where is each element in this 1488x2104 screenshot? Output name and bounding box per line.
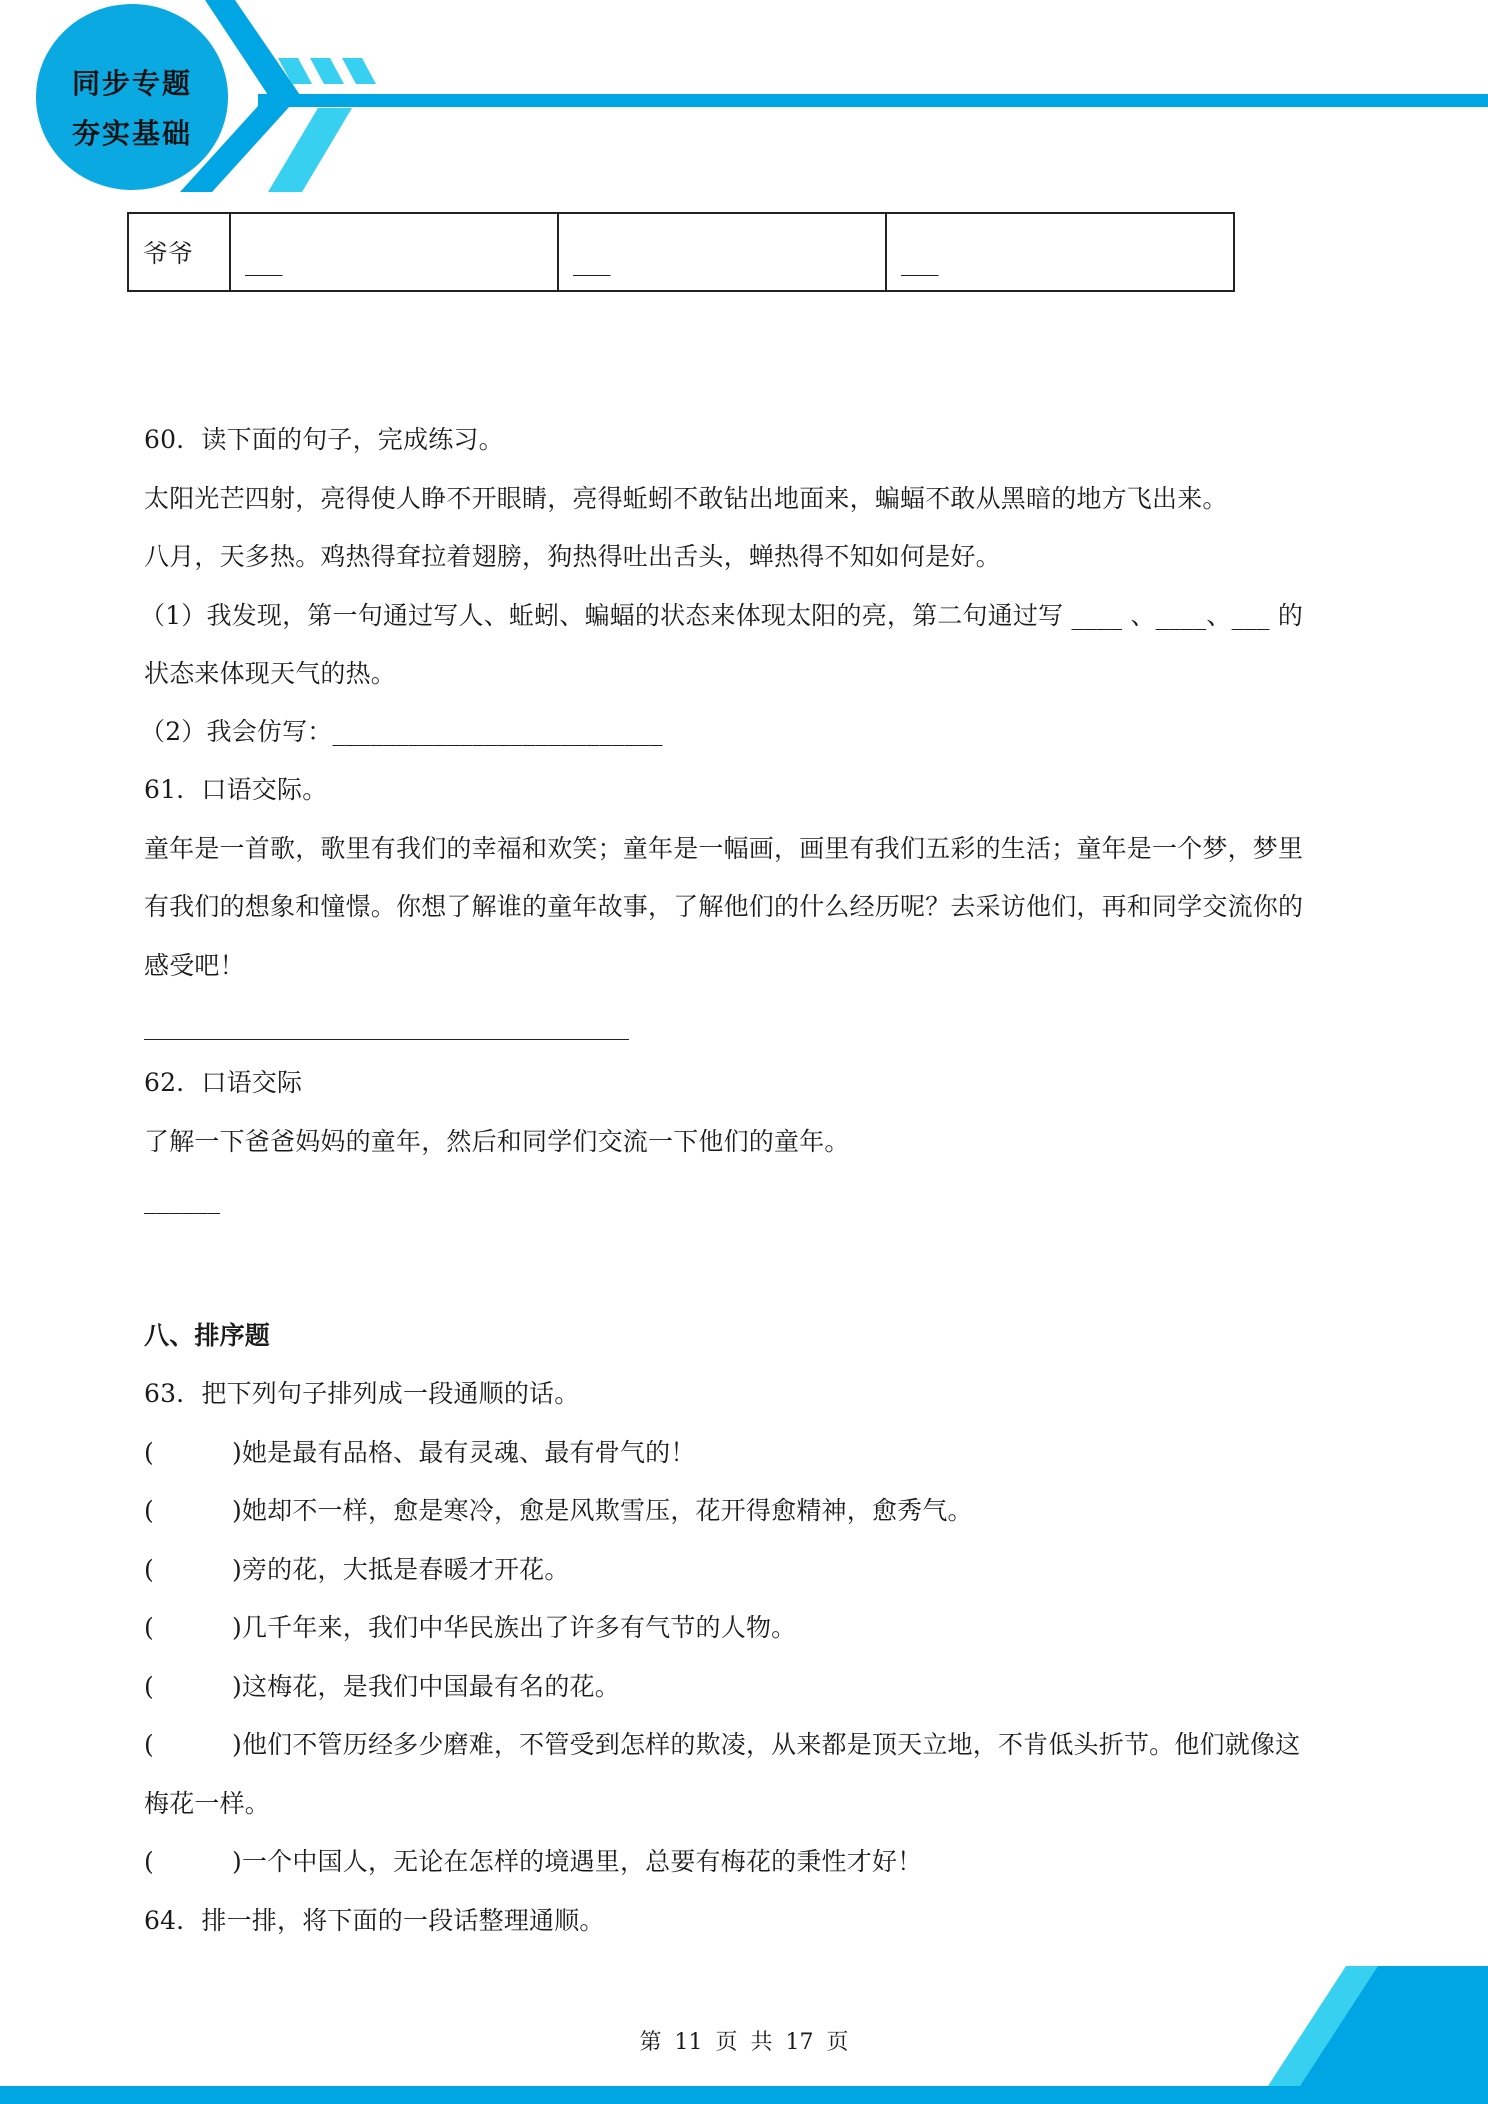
section-heading: 八、排序题 <box>144 1321 271 1350</box>
q60-part1-line2: 状态来体现天气的热。 <box>144 659 397 688</box>
table-row-label: 爷爷 <box>128 213 230 291</box>
q60-part1-line1: （1）我发现，第一句通过写人、蚯蚓、蝙蝠的状态来体现太阳的亮，第二句通过写 ____ 、____、___ 的 <box>140 601 1304 630</box>
q64-title: 64．排一排，将下面的一段话整理通顺。 <box>144 1906 605 1935</box>
list-item-text: )她是最有品格、最有灵魂、最有骨气的！ <box>232 1438 696 1467</box>
list-item-text: )旁的花，大抵是春暖才开花。 <box>232 1555 570 1584</box>
list-item-continuation: 梅花一样。 <box>144 1789 271 1818</box>
q60-sentence-2: 八月，天多热。鸡热得耷拉着翅膀，狗热得吐出舌头，蝉热得不知如何是好。 <box>144 542 1001 571</box>
page-number: 第 11 页 共 17 页 <box>639 2030 849 2055</box>
q63-title: 63．把下列句子排列成一段通顺的话。 <box>144 1379 580 1408</box>
q61-line-2: 有我们的想象和憧憬。你想了解谁的童年故事，了解他们的什么经历呢？去采访他们，再和同学交流你的 <box>144 892 1304 921</box>
table-blank-cell[interactable]: ___ <box>230 213 558 291</box>
list-item-text: )这梅花，是我们中国最有名的花。 <box>232 1672 620 1701</box>
list-item-text: )一个中国人，无论在怎样的境遇里，总要有梅花的秉性才好！ <box>232 1847 923 1876</box>
q60-title: 60．读下面的句子，完成练习。 <box>144 425 504 454</box>
q62-answer[interactable]: ______ <box>144 1185 221 1214</box>
q60-part2: （2）我会仿写：__________________________ <box>140 717 663 746</box>
list-item-text: )她却不一样，愈是寒冷，愈是风欺雪压，花开得愈精神，愈秀气。 <box>232 1496 973 1525</box>
answer-blank[interactable]: ( <box>144 1730 154 1759</box>
answer-blank[interactable]: ( <box>144 1438 154 1467</box>
q62-title: 62．口语交际 <box>144 1068 303 1097</box>
q61-title: 61．口语交际。 <box>144 775 328 804</box>
footer-bar <box>0 2086 1488 2104</box>
answer-blank[interactable]: ( <box>144 1847 154 1876</box>
q61-line-1: 童年是一首歌，歌里有我们的幸福和欢笑；童年是一幅画，画里有我们五彩的生活；童年是一个梦，梦里 <box>144 834 1304 863</box>
q61-line-3: 感受吧！ <box>144 951 245 980</box>
answer-blank[interactable]: ( <box>144 1672 154 1701</box>
answer-blank[interactable]: ( <box>144 1555 154 1584</box>
q60-sentence-1: 太阳光芒四射，亮得使人睁不开眼睛，亮得蚯蚓不敢钻出地面来，蝙蝠不敢从黑暗的地方飞出来。 <box>144 484 1228 513</box>
list-item-text: )几千年来，我们中华民族出了许多有气节的人物。 <box>232 1613 797 1642</box>
badge-line-1: 同步专题 <box>71 67 192 100</box>
table-blank-cell[interactable]: ___ <box>558 213 886 291</box>
answer-blank[interactable]: ( <box>144 1613 154 1642</box>
answer-blank[interactable]: ( <box>144 1496 154 1525</box>
table-blank-cell[interactable]: ___ <box>886 213 1234 291</box>
list-item-text: )他们不管历经多少磨难，不管受到怎样的欺凌，从来都是顶天立地，不肯低头折节。他们就像这 <box>232 1730 1301 1759</box>
q62-line-1: 了解一下爸爸妈妈的童年，然后和同学们交流一下他们的童年。 <box>144 1127 850 1156</box>
badge-line-2: 夯实基础 <box>71 117 192 150</box>
